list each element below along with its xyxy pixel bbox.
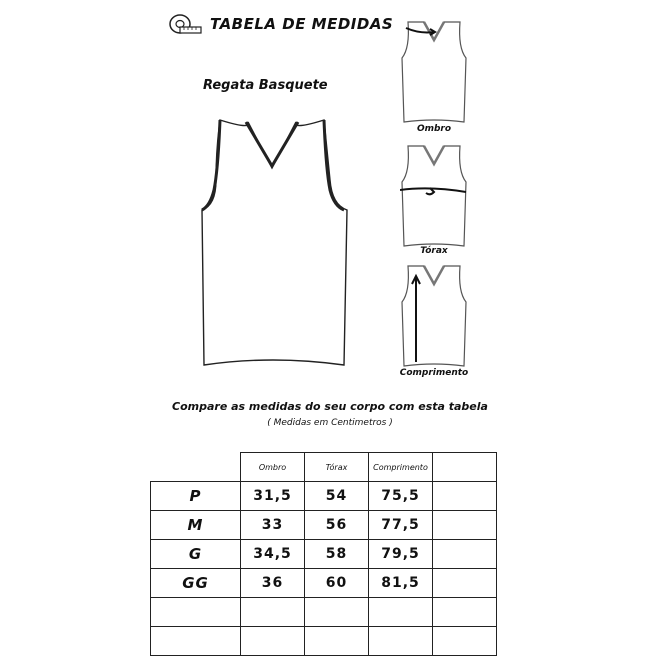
table-cell [369, 627, 433, 656]
table-cell [433, 598, 497, 627]
table-row [151, 627, 497, 656]
table-row [151, 482, 497, 511]
table-cell [433, 627, 497, 656]
table-cell: 79,5 [369, 540, 433, 569]
table-cell [241, 598, 305, 627]
length-label: Comprimento [399, 368, 469, 378]
size-table [150, 452, 497, 656]
table-cell [369, 598, 433, 627]
shoulder-label: Ombro [416, 124, 452, 134]
table-row [151, 511, 497, 540]
shoulder-figure [400, 18, 468, 126]
table-cell: 34,5 [241, 540, 305, 569]
table-cell: 33 [241, 511, 305, 540]
page-title: TABELA DE MEDIDAS [210, 15, 394, 33]
column-header: Tórax [305, 453, 369, 482]
table-cell: 58 [305, 540, 369, 569]
length-figure [400, 262, 468, 370]
instructions-text: Compare as medidas do seu corpo com esta tabela [172, 400, 488, 413]
table-cell: 56 [305, 511, 369, 540]
table-header-row [151, 453, 497, 482]
size-label: G [151, 540, 241, 569]
size-label [151, 627, 241, 656]
table-cell: 54 [305, 482, 369, 511]
units-note: ( Medidas em Centimetros ) [267, 418, 393, 428]
table-row [151, 598, 497, 627]
table-cell [305, 598, 369, 627]
table-cell: 36 [241, 569, 305, 598]
table-cell: 75,5 [369, 482, 433, 511]
chest-label: Tórax [420, 246, 448, 256]
product-name: Regata Basquete [203, 78, 328, 93]
jersey-illustration [192, 110, 352, 370]
table-cell [241, 627, 305, 656]
table-cell [433, 569, 497, 598]
table-cell: 77,5 [369, 511, 433, 540]
table-cell [305, 627, 369, 656]
size-label: M [151, 511, 241, 540]
column-header [433, 453, 497, 482]
size-label: P [151, 482, 241, 511]
size-label: GG [151, 569, 241, 598]
table-cell [433, 540, 497, 569]
table-row [151, 569, 497, 598]
size-label [151, 598, 241, 627]
table-cell: 31,5 [241, 482, 305, 511]
table-corner-cell [151, 453, 241, 482]
table-row [151, 540, 497, 569]
table-cell [433, 511, 497, 540]
measuring-tape-icon [168, 12, 202, 36]
header [168, 12, 393, 36]
table-cell: 81,5 [369, 569, 433, 598]
table-cell: 60 [305, 569, 369, 598]
table-cell [433, 482, 497, 511]
chest-figure [400, 142, 468, 250]
column-header: Ombro [241, 453, 305, 482]
column-header: Comprimento [369, 453, 433, 482]
